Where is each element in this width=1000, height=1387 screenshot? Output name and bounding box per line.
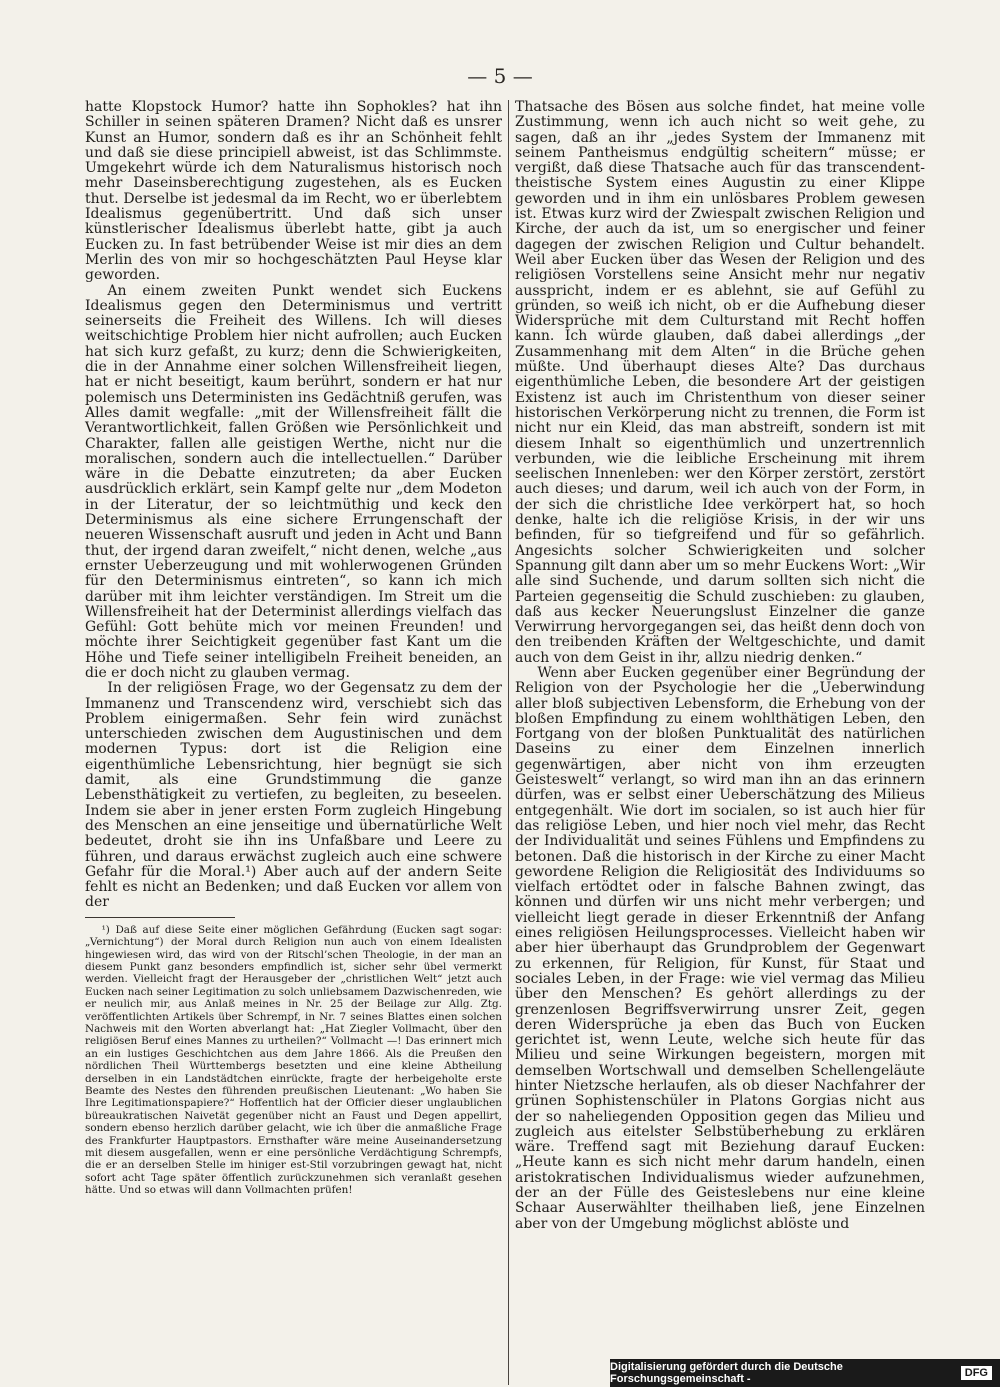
dfg-logo: DFG	[961, 1366, 992, 1380]
left-paragraph-1: hatte Klopstock Humor? hatte ihn Sophokles? hat ihn Schiller in seinen späteren Dramen? Nicht daß es unsrer Kunst an Humor, sondern daß es ihr an Schönheit fehlt und daß sie diese principiell abweist, ist das Schlimmste. Umgekehrt würde ich dem Naturalismus historisch noch mehr Daseinsberechtigung zugestehen, als es Eucken thut. Derselbe ist jedesmal da im Recht, wo er überlebtem Idealismus gegenübertritt. Und daß sich unser künstlerischer Idealismus überlebt hatte, gibt ja auch Eucken zu. In fast betrübender Weise ist mir dies an dem Merlin des von mir so hochgeschätzten Paul Heyse klar geworden.	[85, 99, 502, 284]
right-column	[515, 100, 925, 1232]
right-paragraph-2: Wenn aber Eucken gegenüber einer Begründung der Religion von der Psychologie her die „Ueberwindung aller bloß subjectiven Lebensform, die Erhebung von der bloßen Empfindung zu einem wohlthätigen Leben, den Fortgang von der bloßen Punktualität des natürlichen Daseins zu einer dem Einzelnen innerlich gegenwärtigen, aber nicht von ihm erzeugten Geisteswelt“ verlangt, so wird man ihn an das erinnern dürfen, was er selbst einer Ueberschätzung des Milieus entgegenhält. Wie dort im socialen, so ist auch hier für das religiöse Leben, und hier noch viel mehr, das Recht der Individualität und seines Fühlens und Empfindens zu betonen. Daß die historisch in der Kirche zu einer Macht gewordene Religion die Religiosität des Individuums so vielfach ertödtet oder in falsche Bahnen zwingt, das können und dürfen wir uns nicht mehr verbergen; und vielleicht liegt gerade in dieser Erkenntniß der Anfang eines religiösen Heilungsprocesses. Vielleicht haben wir aber hier überhaupt das Grundproblem der Gegenwart zu erkennen, für Religion, für Kunst, für Staat und sociales Leben, in der Frage: wie viel vermag das Milieu über den Menschen? Es gehört allerdings zu der grenzenlosen Begriffsverwirrung unsrer Zeit, gegen deren Widersprüche ja eben das Buch von Eucken gerichtet ist, wenn Leute, welche sich heute für das Milieu und seine Wirkungen begeistern, morgen mit demselben Wortschwall und demselben Schellengeläute hinter Nietzsche herlaufen, als ob dieser Nachfahrer der grünen Sophistenschüler in Platons Gorgias nicht aus der so naheliegenden Opposition gegen das Milieu und zugleich aus eitelster Selbstüberhebung zu erklären wäre. Treffend sagt mit Beziehung darauf Eucken: „Heute kann es sich nicht mehr darum handeln, einen aristokratischen Individualismus wieder aufzunehmen, der an der Fülle des Geisteslebens nur eine kleine Schaar Auserwählter theilhaben ließ, jene Einzelnen aber von der Umgebung möglichst ablöste und	[515, 664, 925, 1232]
column-divider	[508, 100, 509, 1385]
page-number: — 5 —	[467, 64, 533, 88]
footer-credit-text: Digitalisierung gefördert durch die Deutsche Forschungsgemeinschaft -	[610, 1361, 843, 1385]
footnote-1: ¹) Daß auf diese Seite einer möglichen Gefährdung (Eucken sagt sogar: „Vernichtung“) der Moral durch Religion nun auch von einem Idealisten hingewiesen wird, das wird von der Ritschl’schen Theologie, in der man an diesem Punkt ganz besonders empfindlich ist, sicher sehr übel vermerkt werden. Vielleicht fragt der Herausgeber der „christlichen Welt“ jetzt auch Eucken nach seiner Legitimation zu solch unliebsamem Dazwischenreden, wie er neulich mir, aus Anlaß meines in Nr. 25 der Beilage zur Allg. Ztg. veröffentlichten Artikels über Schrempf, in Nr. 7 seines Blattes einen solchen Nachweis mit den Worten abverlangt hat: „Hat Ziegler Vollmacht, über den religiösen Beruf eines Mannes zu urtheilen?“ Vollmacht —! Das erinnert mich an ein lustiges Geschichtchen aus dem Jahre 1866. Als die Preußen den nördlichen Theil Württembergs besetzten und eine kleine Abtheilung derselben in ein Landstädtchen einrückte, fragte der herbeigeholte erste Beamte des Nestes den führenden preußischen Lieutenant: „Wo haben Sie Ihre Legitimationspapiere?“ Hoffentlich hat der Officier dieser unglaublichen büreaukratischen Naivetät gegenüber nicht an Faust und Degen appellirt, sondern ebenso herzlich darüber gelacht, wie ich über die anmaßliche Frage des Frankfurter Hauptpastors. Ernsthafter wäre meine Auseinandersetzung mit diesem ausgefallen, wenn er eine persönliche Verdächtigung Schrempfs, die er an derselben Stelle im hiniger est-Stil vorzubringen gewagt hat, nicht sofort acht Tage später öffentlich zurückzunehmen sich veranlaßt gesehen hätte. Und so etwas will dann Vollmachten prüfen!	[85, 923, 502, 1197]
footnote-rule	[85, 917, 235, 918]
right-paragraph-1: Thatsache des Bösen aus solche findet, hat meine volle Zustimmung, wenn ich auch nicht so weit gehe, zu sagen, daß an ihr „jedes System der Immanenz mit seinem Pantheismus endgültig scheitern“ müsse; er vergißt, daß diese Thatsache auch für das transcendent-theistische System eines Augustin zu einer Klippe geworden und in ihm ein unlösbares Problem gewesen ist. Etwas kurz wird der Zwiespalt zwischen Religion und Kirche, der auch da ist, um so energischer und feiner dagegen der zwischen Religion und Cultur behandelt. Weil aber Eucken über das Wesen der Religion und des religiösen Vorstellens seine Ansicht mehr nur negativ ausspricht, indem er es ablehnt, sie auf Gefühl zu gründen, so weiß ich nicht, ob er die Aufhebung dieser Widersprüche mit dem Culturstand mit Recht hoffen kann. Ich würde glauben, daß dabei allerdings „der Zusammenhang mit dem Alten“ in die Brüche gehen müßte. Und überhaupt dieses Alte? Das durchaus eigenthümliche Leben, die besondere Art der geistigen Existenz ist auch im Christenthum von dieser seiner historischen Verkörperung nicht zu trennen, die Form ist nicht nur ein Kleid, das man abstreift, sondern ist mit diesem Inhalt so eigenthümlich und unzertrennlich verbunden, wie die leibliche Erscheinung mit ihrem seelischen Innenleben: wer den Körper zerstört, zerstört auch dieses; und darum, weil ich auch von der Form, in der sich die christliche Idee verkörpert hat, so hoch denke, halte ich die religiöse Krisis, in der wir uns befinden, für so tiefgreifend und für so gefährlich. Angesichts solcher Schwierigkeiten und solcher Spannung gilt dann aber um so mehr Euckens Wort: „Wir alle sind Suchende, und darum sollten sich nicht die Parteien gegenseitig die Schuld zuschieben: zu glauben, daß aus kecker Neuerungslust Einzelner die ganze Verwirrung hervorgegangen sei, das heißt denn doch von den treibenden Kräften der Weltgeschichte, und damit auch von dem Geist in ihr, allzu niedrig denken.“	[515, 99, 925, 666]
footnotes	[85, 924, 502, 1197]
left-paragraph-2: An einem zweiten Punkt wendet sich Euckens Idealismus gegen den Determinismus und vertritt seinerseits die Freiheit des Willens. Ich will dieses weitschichtige Problem hier nicht aufrollen; auch Eucken hat sich kurz gefaßt, zu kurz; denn die Schwierigkeiten, die in der Annahme einer solchen Willensfreiheit liegen, hat er nicht beseitigt, kaum berührt, sondern er hat nur polemisch uns Deterministen ins Gedächtniß gerufen, was Alles damit wegfalle: „mit der Willensfreiheit fällt die Verantwortlichkeit, fallen Größen wie Persönlichkeit und Charakter, fallen alle geistigen Werthe, nicht nur die moralischen, sondern auch die intellectuellen.“ Darüber wäre in die Debatte einzutreten; da aber Eucken ausdrücklich erklärt, sein Kampf gelte nur „dem Modeton in der Literatur, der so leichtmüthig und keck den Determinismus als eine sichere Errungenschaft der neueren Wissenschaft ausruft und jeden in Acht und Bann thut, der irgend daran zweifelt,“ nicht denen, welche „aus ernster Ueberzeugung und mit wohlerwogenen Gründen für den Determinismus eintreten“, so kann ich mich darüber mit ihm leichter verständigen. Im Streit um die Willensfreiheit hat der Determinist allerdings vielfach das Gefühl: Gott behüte mich vor meinen Freunden! und möchte ihrer Seichtigkeit gegenüber fast Kant um die Höhe und Tiefe seiner intelligibeln Freiheit beneiden, an die er doch nicht zu glauben vermag.	[85, 282, 502, 681]
left-paragraph-3: In der religiösen Frage, wo der Gegensatz zu dem der Immanenz und Transcendenz wird, verschiebt sich das Problem einigermaßen. Sehr fein wird zunächst unterschieden zwischen dem Augustinischen und dem modernen Typus: dort ist die Religion eine eigenthümliche Lebensrichtung, hier begnügt sie sich damit, als eine Grundstimmung die ganze Lebensthätigkeit zu vertiefen, zu begleiten, zu beseelen. Indem sie aber in jener ersten Form zugleich Hingebung des Menschen an eine jenseitige und übernatürliche Welt bedeutet, droht sie ihn ins Unfaßbare und Leere zu führen, und daraus erwächst zugleich auch eine schwere Gefahr für die Moral.¹) Aber auch auf der andern Seite fehlt es nicht an Bedenken; und daß Eucken vor allem von der	[85, 680, 502, 911]
digitization-footer	[610, 1359, 1000, 1387]
left-column	[85, 100, 502, 1197]
